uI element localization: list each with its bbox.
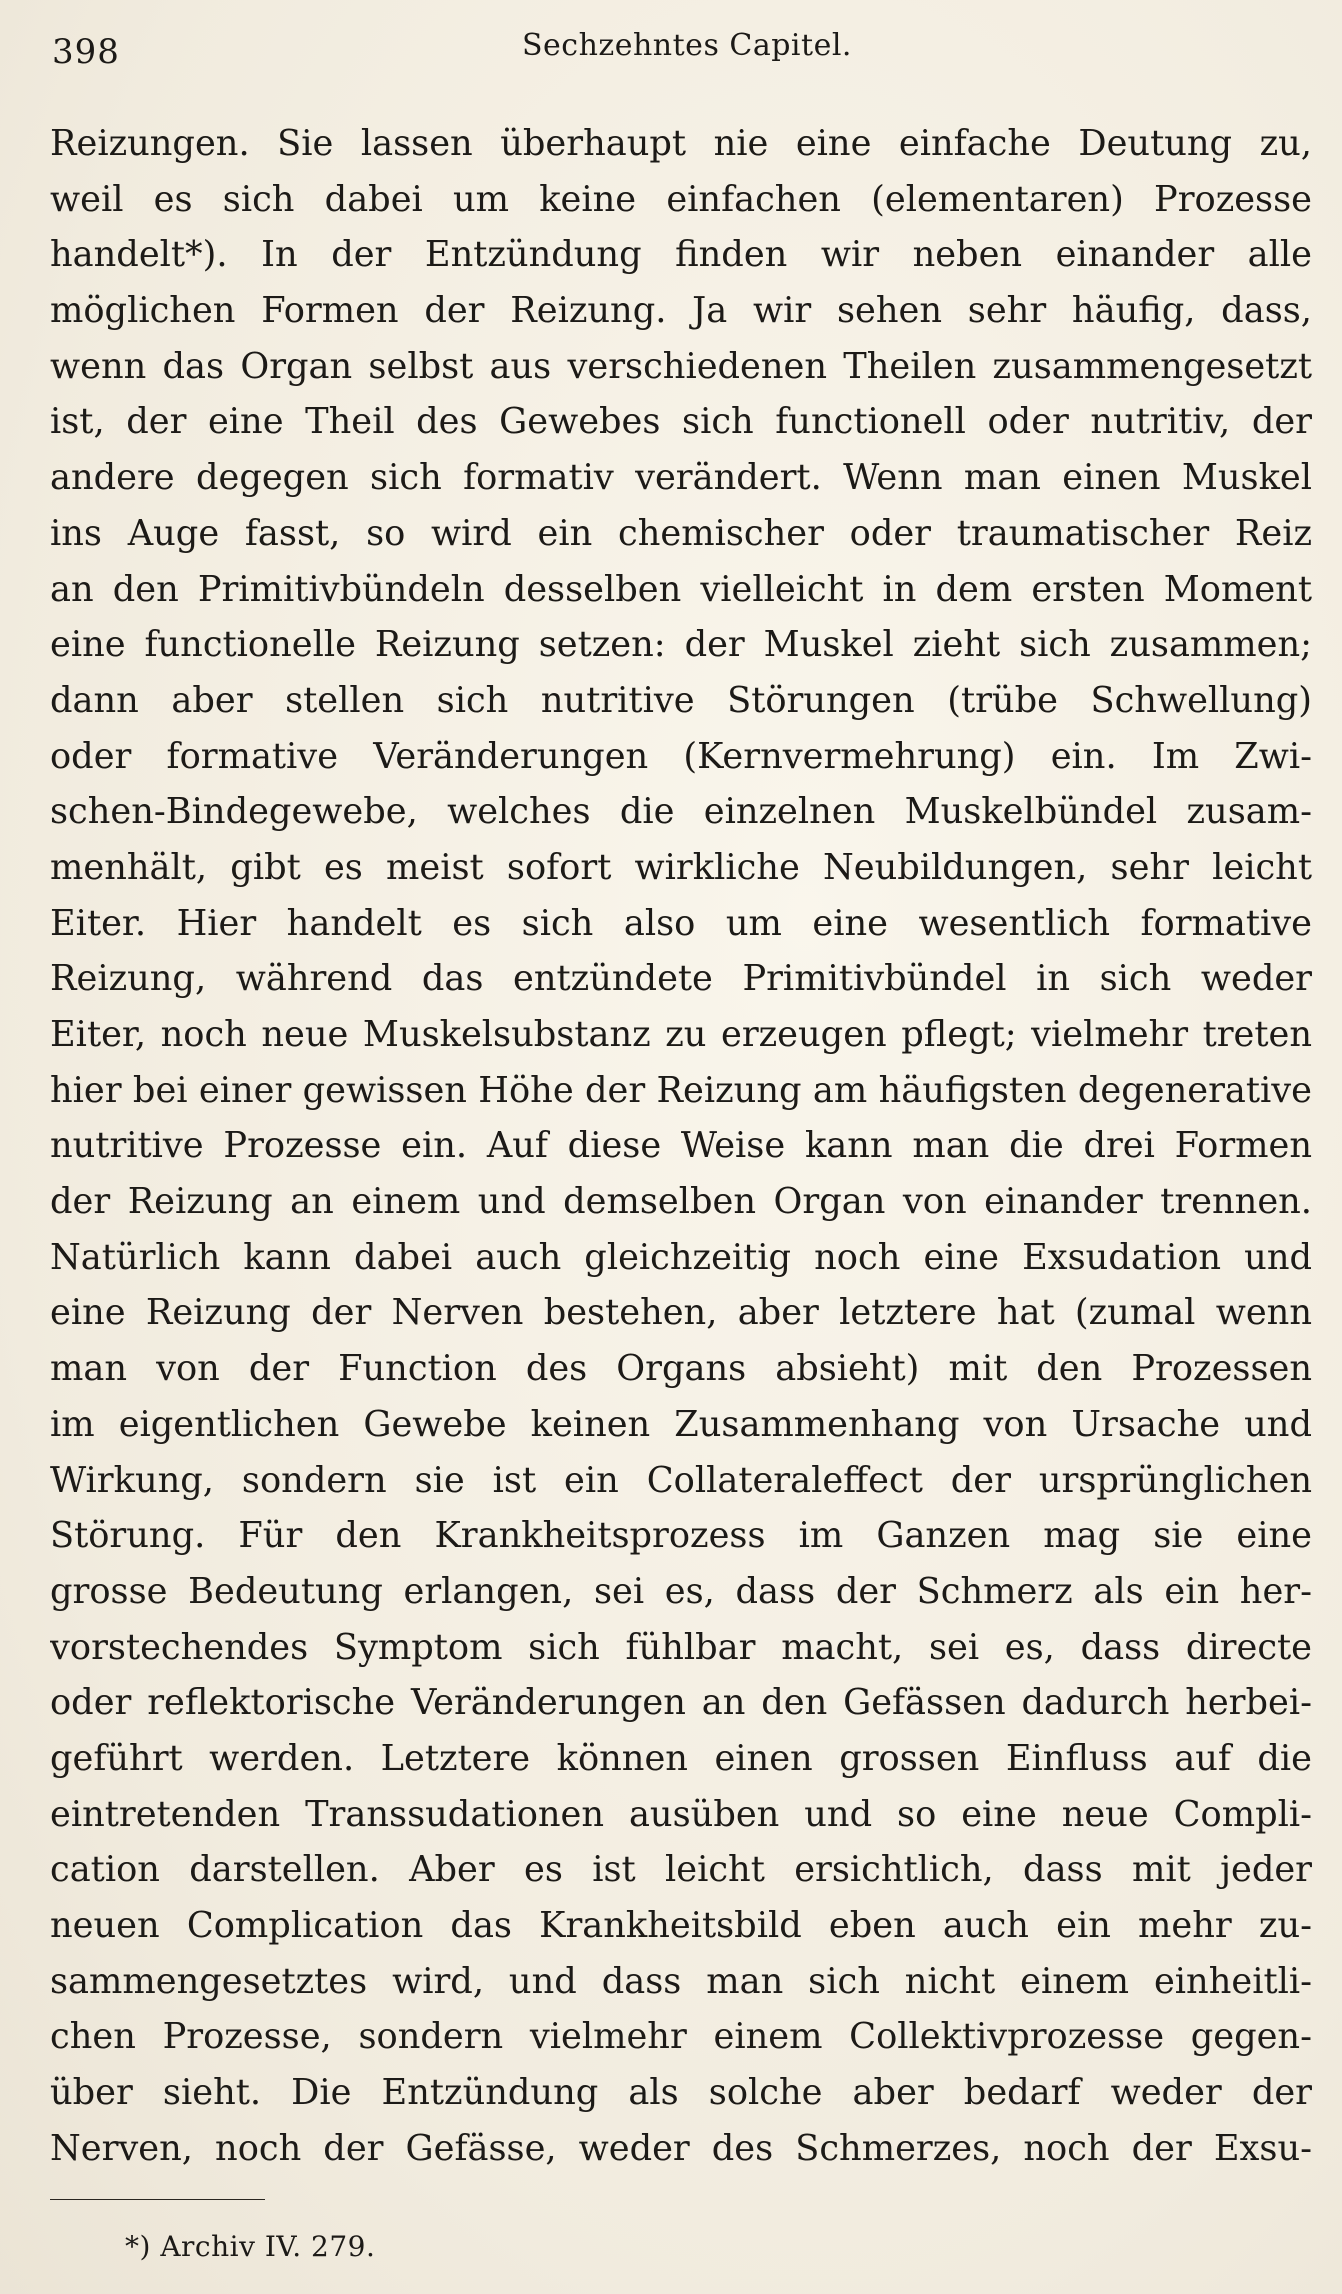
text-line: vorstechendes Symptom sich fühlbar macht, sei es, dass directe: [50, 1626, 1312, 1668]
running-head: Sechzehntes Capitel.: [522, 28, 852, 63]
text-line: hier bei einer gewissen Höhe der Reizung am häufigsten degenerative: [50, 1069, 1312, 1111]
text-line: nutritive Prozesse ein. Auf diese Weise kann man die drei Formen: [50, 1125, 1312, 1167]
text-line: eintretenden Transsudationen ausüben und so eine neue Compli-: [50, 1793, 1312, 1835]
text-line: dann aber stellen sich nutritive Störungen (trübe Schwellung): [50, 679, 1312, 721]
text-line: Eiter, noch neue Muskelsubstanz zu erzeugen pflegt; vielmehr treten: [50, 1014, 1312, 1055]
text-line: Eiter. Hier handelt es sich also um eine wesentlich formative: [50, 902, 1312, 944]
text-line: Störung. Für den Krankheitsprozess im Ganzen mag sie eine: [50, 1515, 1312, 1557]
text-line: neuen Complication das Krankheitsbild eben auch ein mehr zu-: [50, 1905, 1312, 1946]
text-line: eine functionelle Reizung setzen: der Muskel zieht sich zusammen;: [50, 624, 1312, 666]
text-line: Reizung, während das entzündete Primitivbündel in sich weder: [50, 958, 1312, 1000]
text-line: im eigentlichen Gewebe keinen Zusammenhang von Ursache und: [50, 1403, 1312, 1445]
text-line: handelt*). In der Entzündung finden wir neben einander alle: [50, 234, 1312, 276]
text-line: der Reizung an einem und demselben Organ von einander trennen.: [50, 1181, 1312, 1223]
text-line: an den Primitivbündeln desselben vielleicht in dem ersten Moment: [50, 568, 1312, 610]
text-line: cation darstellen. Aber es ist leicht ersichtlich, dass mit jeder: [50, 1849, 1312, 1891]
text-line: Natürlich kann dabei auch gleichzeitig noch eine Exsudation und: [50, 1236, 1312, 1278]
text-line: Reizungen. Sie lassen überhaupt nie eine einfache Deutung zu,: [50, 123, 1312, 164]
text-line: menhält, gibt es meist sofort wirkliche Neubildungen, sehr leicht: [50, 846, 1312, 888]
footnote: *) Archiv IV. 279.: [125, 2230, 376, 2263]
text-line: oder formative Veränderungen (Kernvermehrung) ein. Im Zwi-: [50, 735, 1312, 777]
text-line: grosse Bedeutung erlangen, sei es, dass der Schmerz als ein her-: [50, 1570, 1312, 1612]
footnote-divider: [50, 2199, 265, 2200]
text-line: Nerven, noch der Gefässe, weder des Schmerzes, noch der Exsu-: [50, 2127, 1312, 2169]
text-line: chen Prozesse, sondern vielmehr einem Collektivprozesse gegen-: [50, 2016, 1312, 2058]
text-line: weil es sich dabei um keine einfachen (elementaren) Prozesse: [50, 178, 1312, 220]
text-line: sammengesetztes wird, und dass man sich nicht einem einheitli-: [50, 1960, 1312, 2002]
text-line: ins Auge fasst, so wird ein chemischer oder traumatischer Reiz: [50, 512, 1312, 554]
page-number: 398: [52, 32, 120, 72]
text-line: eine Reizung der Nerven bestehen, aber letztere hat (zumal wenn: [50, 1292, 1312, 1334]
page-header: [52, 28, 1322, 88]
text-line: ist, der eine Theil des Gewebes sich functionell oder nutritiv, der: [50, 401, 1312, 443]
text-line: möglichen Formen der Reizung. Ja wir sehen sehr häufig, dass,: [50, 290, 1312, 332]
text-line: geführt werden. Letztere können einen grossen Einfluss auf die: [50, 1737, 1312, 1779]
text-line: andere degegen sich formativ verändert. Wenn man einen Muskel: [50, 457, 1312, 499]
text-line: oder reflektorische Veränderungen an den Gefässen dadurch herbei-: [50, 1682, 1312, 1724]
text-line: schen-Bindegewebe, welches die einzelnen Muskelbündel zusam-: [50, 791, 1312, 833]
body-text: [50, 116, 1312, 2176]
text-line: man von der Function des Organs absieht) mit den Prozessen: [50, 1348, 1312, 1390]
text-line: wenn das Organ selbst aus verschiedenen Theilen zusammengesetzt: [50, 345, 1312, 387]
text-line: Wirkung, sondern sie ist ein Collateraleffect der ursprünglichen: [50, 1459, 1312, 1501]
text-line: über sieht. Die Entzündung als solche aber bedarf weder der: [50, 2072, 1312, 2114]
